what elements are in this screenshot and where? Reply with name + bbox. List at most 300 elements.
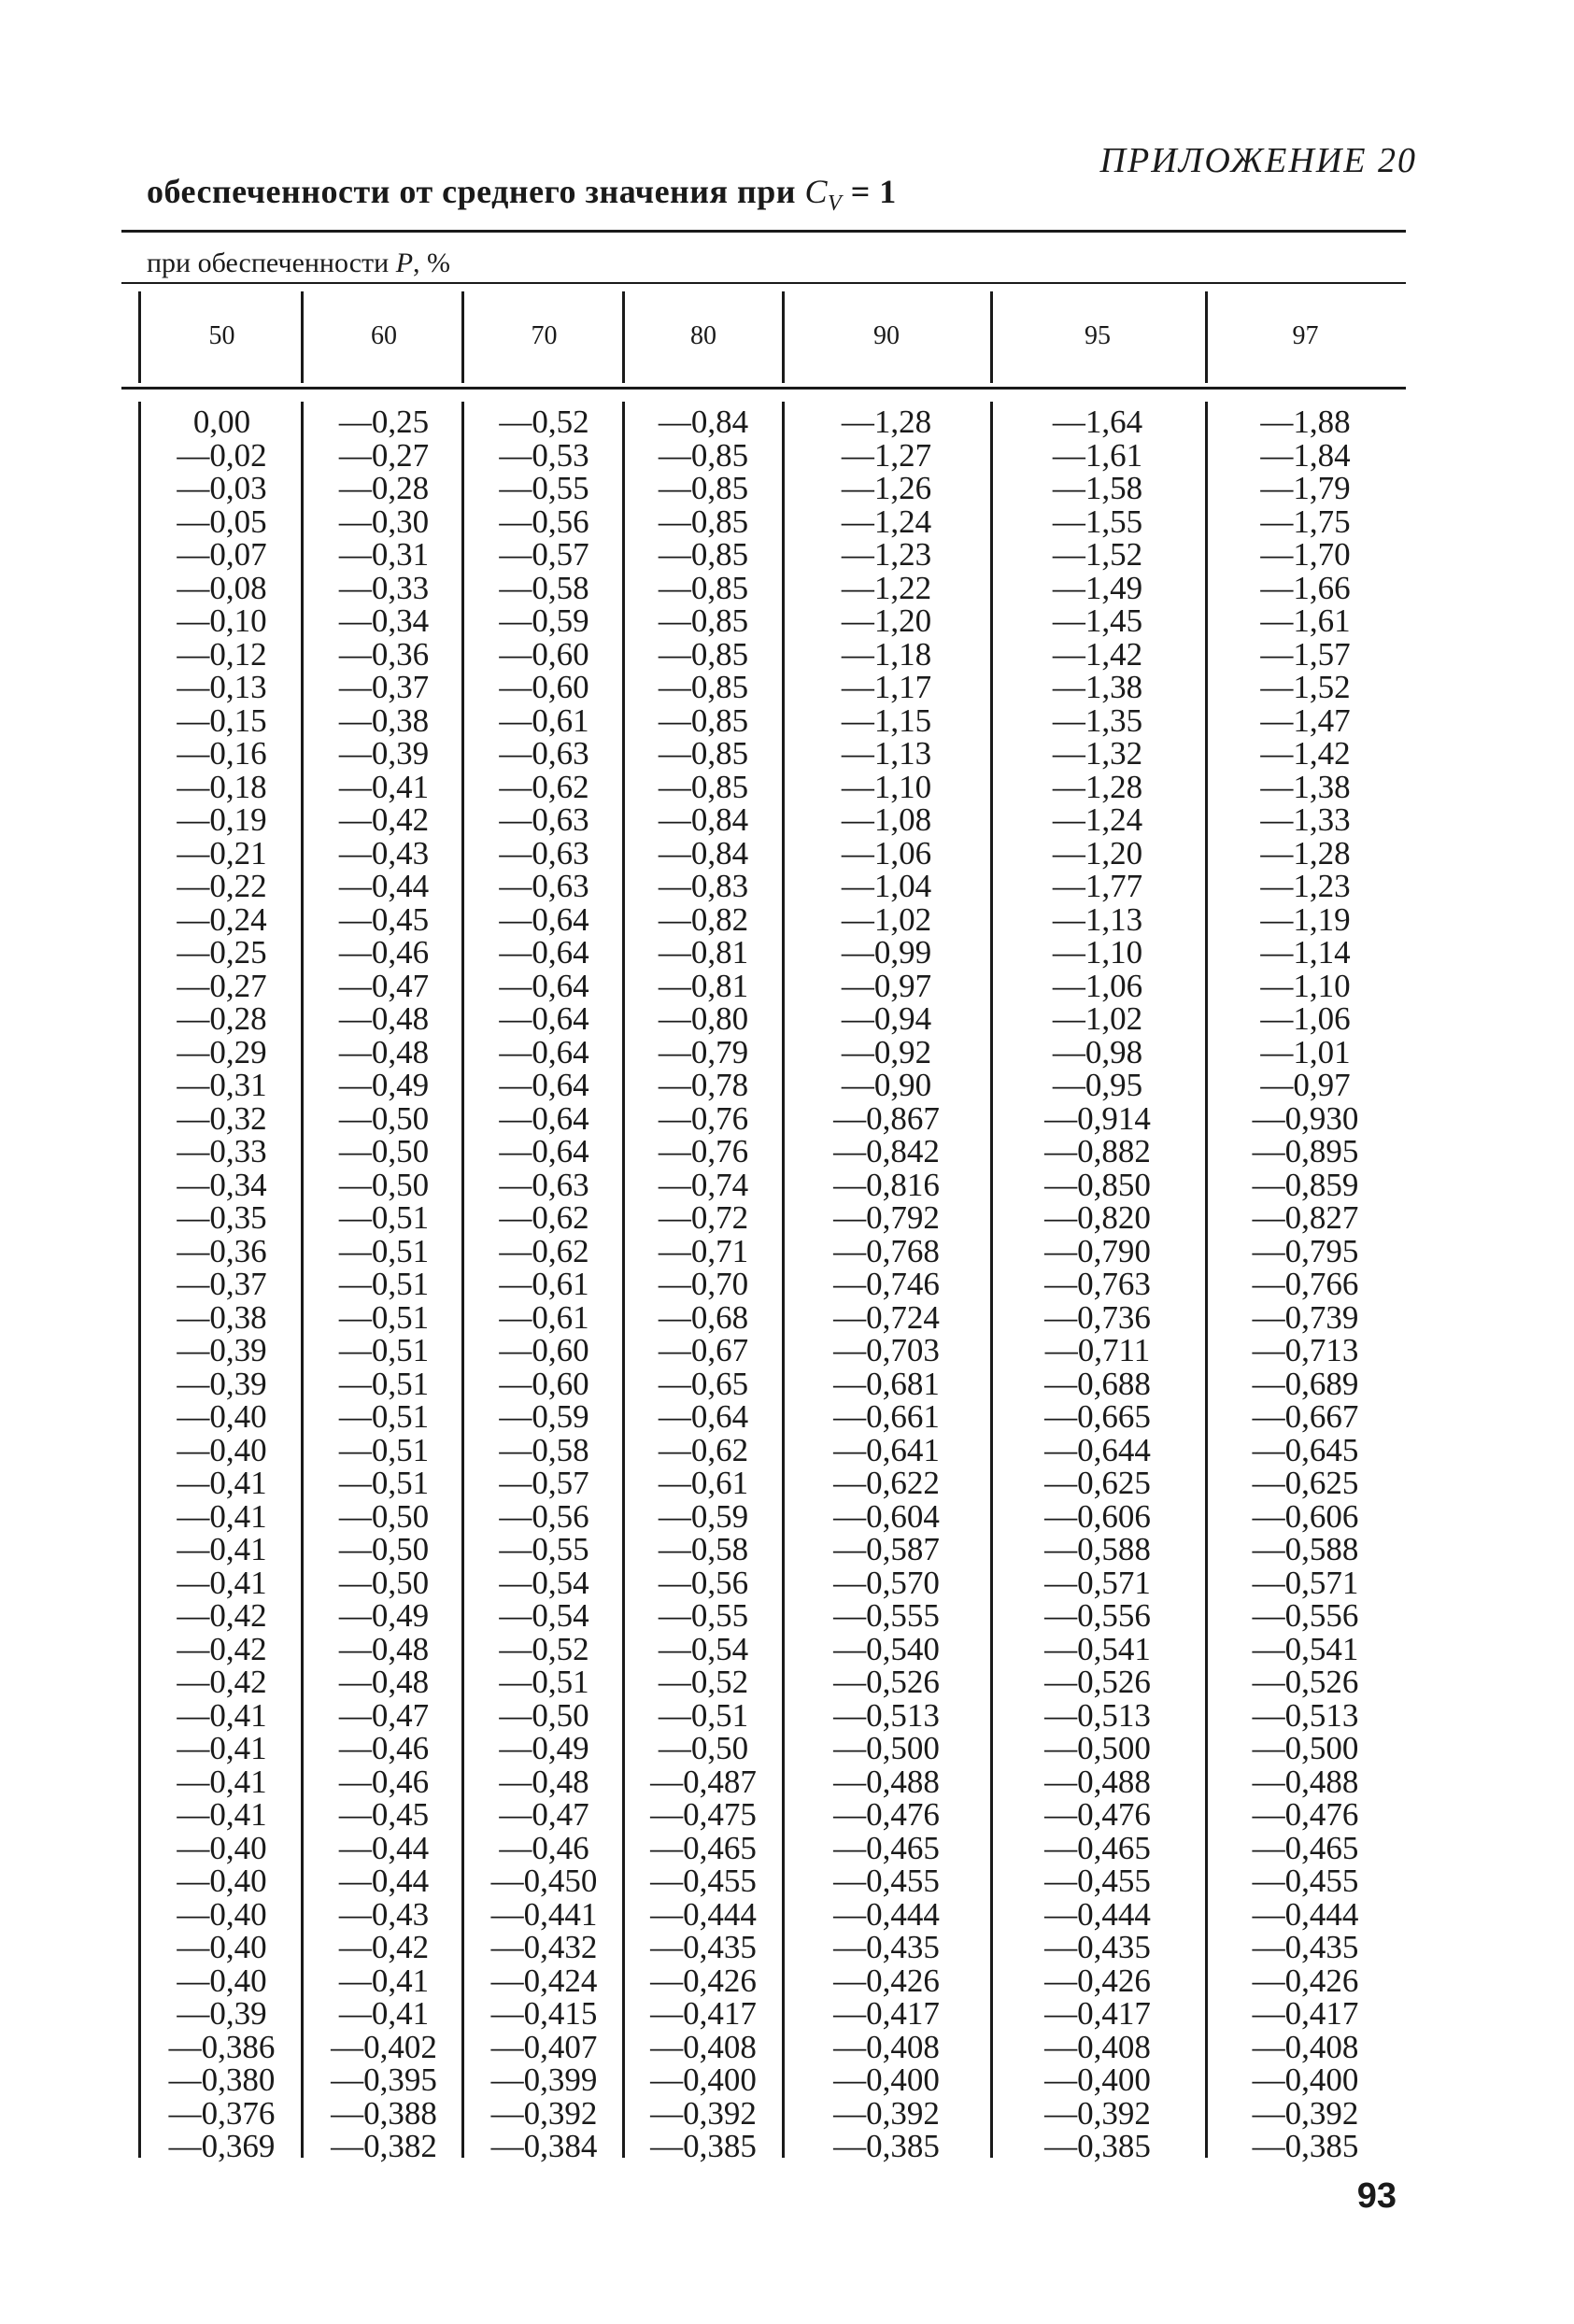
table-cell: —0,60 [499, 635, 589, 673]
table-cell: —0,426 [650, 1962, 757, 1999]
table-cell: —1,32 [1052, 735, 1143, 772]
table-cell: —0,513 [1252, 1696, 1359, 1734]
table-cell: —0,43 [338, 834, 430, 872]
table-cell: —1,33 [1260, 801, 1351, 838]
table-cell: —0,644 [1044, 1431, 1151, 1468]
table-cell: —0,60 [499, 1332, 589, 1368]
table-cell: —0,441 [490, 1895, 598, 1933]
table-cell: —0,385 [833, 2128, 940, 2164]
table-cell: —0,22 [177, 868, 267, 904]
table-cell: —0,50 [338, 1166, 430, 1203]
table-cell: —0,84 [658, 834, 749, 872]
table-cell: —0,55 [658, 1597, 749, 1634]
table-cell: —1,70 [1260, 536, 1351, 573]
table-cell: —0,46 [338, 1730, 430, 1766]
table-cell: —0,444 [833, 1895, 940, 1933]
table-cell: —0,83 [658, 868, 749, 904]
table-cell: —0,28 [338, 470, 430, 506]
column-header-p95: 95 [1085, 321, 1111, 350]
table-cell: —0,78 [658, 1067, 749, 1103]
table-cell: —0,850 [1044, 1166, 1151, 1203]
table-cell: —0,85 [658, 701, 749, 739]
table-cell: —0,40 [177, 1829, 267, 1866]
table-cell: —0,61 [499, 1298, 589, 1336]
table-cell: —0,450 [490, 1863, 598, 1899]
table-cell: —0,50 [338, 1497, 430, 1535]
table-cell: —0,500 [1044, 1730, 1151, 1766]
table-cell: —1,35 [1052, 701, 1143, 739]
table-cell: —0,487 [650, 1763, 757, 1800]
subheader-text: при обеспеченности [147, 248, 396, 278]
table-cell: —0,513 [833, 1696, 940, 1734]
table-cell: —1,42 [1260, 735, 1351, 772]
table-cell: —0,526 [1044, 1664, 1151, 1700]
column-header-p70: 70 [531, 321, 558, 350]
table-column-p50 [140, 405, 304, 2163]
table-cell: —0,399 [490, 2062, 598, 2098]
table-cell: —0,51 [338, 1266, 430, 1302]
table-cell: —0,40 [177, 1895, 267, 1933]
table-cell: —0,39 [177, 1332, 267, 1368]
column-header-p97: 97 [1292, 321, 1319, 350]
table-cell: —1,24 [1052, 801, 1143, 838]
table-cell: —0,816 [833, 1166, 940, 1203]
table-cell: —0,62 [499, 768, 589, 805]
table-cell: —0,667 [1252, 1398, 1359, 1435]
table-cell: —0,64 [499, 900, 589, 938]
table-cell: —0,382 [331, 2128, 437, 2164]
table-cell: —0,57 [499, 536, 589, 573]
table-cell: —0,72 [658, 1199, 749, 1236]
table-cell: —0,930 [1252, 1099, 1359, 1137]
table-cell: —0,392 [1252, 2094, 1359, 2132]
table-cell: —0,50 [338, 1531, 430, 1567]
table-cell: —0,42 [177, 1664, 267, 1700]
table-cell: —0,62 [658, 1431, 749, 1468]
table-cell: —0,465 [1044, 1829, 1151, 1866]
table-cell: —0,85 [658, 768, 749, 805]
table-cell: —1,06 [1260, 1000, 1351, 1037]
table-cell: —1,08 [841, 801, 932, 838]
table-cell: —0,56 [658, 1564, 749, 1601]
table-cell: —1,47 [1260, 701, 1351, 739]
table-cell: —0,31 [177, 1067, 267, 1103]
table-cell: —0,97 [1260, 1067, 1351, 1103]
table-cell: —1,19 [1260, 900, 1351, 938]
table-cell: —0,85 [658, 602, 749, 639]
table-cell: —0,85 [658, 436, 749, 474]
table-cell: —0,48 [338, 1000, 430, 1037]
table-cell: —1,77 [1052, 868, 1143, 904]
table-cell: —0,541 [1044, 1630, 1151, 1667]
table-cell: —0,48 [338, 1630, 430, 1667]
table-cell: —0,18 [177, 768, 267, 805]
table-cell: —0,19 [177, 801, 267, 838]
table-cell: —0,790 [1044, 1232, 1151, 1269]
table-column-p70 [464, 405, 624, 2163]
table-cell: —0,570 [833, 1564, 940, 1601]
table-cell: —0,395 [331, 2062, 437, 2098]
table-cell: —0,68 [658, 1298, 749, 1336]
table-cell: —0,67 [658, 1332, 749, 1368]
table-cell: —0,424 [490, 1962, 598, 1999]
table-cell: —0,60 [499, 1365, 589, 1402]
table-cell: —0,29 [177, 1033, 267, 1070]
table-cell: —0,763 [1044, 1266, 1151, 1302]
table-cell: —0,99 [841, 934, 932, 971]
table-cell: —0,60 [499, 669, 589, 705]
table-cell: —0,40 [177, 1863, 267, 1899]
table-cell: —0,51 [338, 1398, 430, 1435]
table-cell: —0,63 [499, 868, 589, 904]
table-cell: —1,10 [1260, 967, 1351, 1004]
table-cell: —0,513 [1044, 1696, 1151, 1734]
table-cell: —0,49 [338, 1067, 430, 1103]
table-cell: —0,36 [338, 635, 430, 673]
table-cell: —0,625 [1044, 1465, 1151, 1501]
table-cell: —0,41 [177, 1564, 267, 1601]
table-cell: —0,435 [1044, 1929, 1151, 1965]
table-cell: —0,41 [177, 1497, 267, 1535]
cv-letter: C [804, 173, 829, 210]
table-cell: —0,57 [499, 1465, 589, 1501]
table-cell: —0,408 [1252, 2028, 1359, 2065]
table-cell: —1,38 [1052, 669, 1143, 705]
table-cell: —0,58 [658, 1531, 749, 1567]
table-cell: —0,39 [177, 1365, 267, 1402]
table-cell: —0,51 [338, 1332, 430, 1368]
table-cell: —0,40 [177, 1929, 267, 1965]
table-cell: —0,85 [658, 569, 749, 606]
table-cell: —0,555 [833, 1597, 940, 1634]
table-cell: —0,30 [338, 503, 430, 540]
table-cell: —0,59 [658, 1497, 749, 1535]
column-header-p60: 60 [371, 321, 397, 350]
table-cell: —1,64 [1052, 404, 1143, 440]
table-cell: —1,24 [841, 503, 932, 540]
table-cell: —0,703 [833, 1332, 940, 1368]
table-cell: —0,85 [658, 669, 749, 705]
table-cell: —0,48 [338, 1664, 430, 1700]
table-cell: —0,53 [499, 436, 589, 474]
table-cell: —0,392 [650, 2094, 757, 2132]
table-cell: —0,81 [658, 967, 749, 1004]
table-cell: —0,37 [338, 669, 430, 705]
table-cell: —1,20 [841, 602, 932, 639]
table-cell: —0,476 [1252, 1796, 1359, 1833]
table-cell: —1,61 [1260, 602, 1351, 639]
table-cell: —0,588 [1252, 1531, 1359, 1567]
table-cell: —0,36 [177, 1232, 267, 1269]
table-cell: —0,48 [338, 1033, 430, 1070]
table-cell: —0,46 [338, 1763, 430, 1800]
table-cell: —0,62 [499, 1232, 589, 1269]
table-cell: —0,895 [1252, 1133, 1359, 1169]
table-cell: —0,665 [1044, 1398, 1151, 1435]
table-cell: —0,05 [177, 503, 267, 540]
table-cell: —1,84 [1260, 436, 1351, 474]
table-cell: —0,42 [177, 1597, 267, 1634]
table-cell: —0,64 [499, 934, 589, 971]
table-cell: —0,90 [841, 1067, 932, 1103]
table-cell: —1,66 [1260, 569, 1351, 606]
table-cell: —0,62 [499, 1199, 589, 1236]
table-cell: —0,10 [177, 602, 267, 639]
table-cell: —0,38 [338, 701, 430, 739]
table-cell: —0,32 [177, 1099, 267, 1137]
table-cell: —0,385 [650, 2128, 757, 2164]
table-cell: —0,97 [841, 967, 932, 1004]
table-cell: —0,50 [338, 1564, 430, 1601]
table-cell: —0,48 [499, 1763, 589, 1800]
table-cell: —0,867 [833, 1099, 940, 1137]
table-cell: —0,64 [499, 967, 589, 1004]
table-cell: —1,88 [1260, 404, 1351, 440]
table-caption [147, 172, 897, 217]
table-cell: —0,622 [833, 1465, 940, 1501]
table-cell: —0,63 [499, 1166, 589, 1203]
table-cell: —0,465 [833, 1829, 940, 1866]
table-cell: —1,52 [1052, 536, 1143, 573]
subheader-unit: , % [413, 248, 451, 278]
table-cell: —0,711 [1044, 1332, 1151, 1368]
table-cell: —0,65 [658, 1365, 749, 1402]
table-cell: —0,625 [1252, 1465, 1359, 1501]
table-cell: —0,641 [833, 1431, 940, 1468]
table-cell: —1,13 [841, 735, 932, 772]
table-cell: —0,47 [338, 1696, 430, 1734]
table-cell: —0,42 [177, 1630, 267, 1667]
table-cell: —0,47 [338, 967, 430, 1004]
table-cell: —0,606 [1252, 1497, 1359, 1535]
table-cell: —0,82 [658, 900, 749, 938]
table-cell: —0,556 [1044, 1597, 1151, 1634]
table-cell: —0,64 [499, 1133, 589, 1169]
table-cell: —0,85 [658, 536, 749, 573]
table-cell: —0,588 [1044, 1531, 1151, 1567]
table-cell: —0,736 [1044, 1298, 1151, 1336]
table-cell: —0,76 [658, 1099, 749, 1137]
table-cell: —0,52 [499, 1630, 589, 1667]
table-cell: —0,46 [499, 1829, 589, 1866]
table-cell: —1,42 [1052, 635, 1143, 673]
table-cell: —0,27 [177, 967, 267, 1004]
table-cell: —0,64 [499, 1067, 589, 1103]
table-cell: —1,75 [1260, 503, 1351, 540]
table-cell: —0,426 [833, 1962, 940, 1999]
table-cell: —0,49 [338, 1597, 430, 1634]
table-cell: —0,768 [833, 1232, 940, 1269]
table-cell: —0,392 [833, 2094, 940, 2132]
table-cell: —0,13 [177, 669, 267, 705]
table-cell: —0,41 [338, 1995, 430, 2032]
table-cell: —0,08 [177, 569, 267, 606]
table-cell: —0,914 [1044, 1099, 1151, 1137]
table-cell: —0,25 [177, 934, 267, 971]
table-cell: —1,27 [841, 436, 932, 474]
table-cell: —0,476 [1044, 1796, 1151, 1833]
table-cell: —0,415 [490, 1995, 598, 2032]
table-cell: —0,571 [1044, 1564, 1151, 1601]
table-cell: —0,713 [1252, 1332, 1359, 1368]
table-cell: —0,41 [177, 1796, 267, 1833]
table-cell: —0,476 [833, 1796, 940, 1833]
table-cell: —0,51 [338, 1199, 430, 1236]
table-cell: —0,50 [338, 1133, 430, 1169]
table-cell: —0,444 [1044, 1895, 1151, 1933]
table-cell: —0,571 [1252, 1564, 1359, 1601]
table-cell: —0,70 [658, 1266, 749, 1302]
table-cell: —1,17 [841, 669, 932, 705]
table-cell: —1,18 [841, 635, 932, 673]
table-cell: —0,31 [338, 536, 430, 573]
table-cell: —0,50 [499, 1696, 589, 1734]
subheader-rule [121, 282, 1406, 284]
column-header-p50: 50 [208, 321, 235, 350]
table-cell: —1,58 [1052, 470, 1143, 506]
page-number: 93 [1356, 2176, 1397, 2216]
table-cell: —1,23 [841, 536, 932, 573]
table-cell: —0,792 [833, 1199, 940, 1236]
table-cell: —0,33 [177, 1133, 267, 1169]
table-cell: —0,54 [499, 1597, 589, 1634]
table-subheader [147, 248, 450, 279]
table-cell: —0,526 [1252, 1664, 1359, 1700]
table-cell: —0,606 [1044, 1497, 1151, 1535]
table-cell: —0,33 [338, 569, 430, 606]
table-cell: —0,39 [177, 1995, 267, 2032]
table-cell: —0,56 [499, 503, 589, 540]
table-cell: —0,35 [177, 1199, 267, 1236]
table-cell: —0,34 [338, 602, 430, 639]
table-cell: —0,385 [1252, 2128, 1359, 2164]
table-cell: —0,41 [338, 1962, 430, 1999]
table-cell: —0,52 [499, 404, 589, 440]
table-cell: —1,06 [1052, 967, 1143, 1004]
table-cell: —1,06 [841, 834, 932, 872]
table-column-p95 [990, 405, 1205, 2163]
table-cell: —0,746 [833, 1266, 940, 1302]
table-cell: —0,85 [658, 635, 749, 673]
table-cell: —0,400 [650, 2062, 757, 2098]
table-cell: —0,61 [658, 1465, 749, 1501]
table-cell: —0,81 [658, 934, 749, 971]
table-cell: —0,59 [499, 602, 589, 639]
table-cell: —1,13 [1052, 900, 1143, 938]
table-cell: —0,94 [841, 1000, 932, 1037]
table-cell: —0,71 [658, 1232, 749, 1269]
table-cell: —0,435 [833, 1929, 940, 1965]
table-cell: —0,42 [338, 1929, 430, 1965]
table-cell: —0,47 [499, 1796, 589, 1833]
table-cell: —0,58 [499, 569, 589, 606]
table-cell: —0,54 [658, 1630, 749, 1667]
table-cell: —0,402 [331, 2028, 437, 2065]
column-header-p90: 90 [873, 321, 900, 350]
table-cell: —1,49 [1052, 569, 1143, 606]
table-cell: —0,58 [499, 1431, 589, 1468]
table-cell: —0,795 [1252, 1232, 1359, 1269]
table-cell: —0,465 [1252, 1829, 1359, 1866]
table-cell: —0,85 [658, 735, 749, 772]
table-cell: —0,44 [338, 868, 430, 904]
table-cell: —1,55 [1052, 503, 1143, 540]
table-cell: —0,61 [499, 1266, 589, 1302]
table-cell: —0,41 [177, 1696, 267, 1734]
table-cell: —0,432 [490, 1929, 598, 1965]
table-cell: —0,63 [499, 801, 589, 838]
table-cell: —0,07 [177, 536, 267, 573]
table-cell: —0,16 [177, 735, 267, 772]
table-cell: —0,400 [833, 2062, 940, 2098]
table-cell: —0,80 [658, 1000, 749, 1037]
table-cell: —0,388 [331, 2094, 437, 2132]
table-cell: —0,28 [177, 1000, 267, 1037]
table-cell: —0,51 [499, 1664, 589, 1700]
table-cell: —0,27 [338, 436, 430, 474]
table-cell: —0,444 [1252, 1895, 1359, 1933]
table-cell: —0,49 [499, 1730, 589, 1766]
table-cell: —1,45 [1052, 602, 1143, 639]
table-cell: —0,455 [1252, 1863, 1359, 1899]
table-cell: —0,645 [1252, 1431, 1359, 1468]
table-cell: —0,407 [490, 2028, 598, 2065]
table-cell: —1,02 [1052, 1000, 1143, 1037]
table-cell: —0,417 [1252, 1995, 1359, 2032]
table-cell: —0,40 [177, 1431, 267, 1468]
table-cell: —0,64 [499, 1099, 589, 1137]
table-cell: —0,417 [650, 1995, 757, 2032]
table-cell: —0,44 [338, 1863, 430, 1899]
table-column-p60 [304, 405, 464, 2163]
table-cell: —0,41 [177, 1730, 267, 1766]
table-cell: —0,455 [833, 1863, 940, 1899]
table-cell: —0,51 [338, 1365, 430, 1402]
table-cell: —0,76 [658, 1133, 749, 1169]
table-cell: —0,739 [1252, 1298, 1359, 1336]
table-cell: —0,827 [1252, 1199, 1359, 1236]
table-cell: —0,455 [650, 1863, 757, 1899]
table-cell: —0,444 [650, 1895, 757, 1933]
table-cell: —0,64 [499, 1033, 589, 1070]
table-cell: —1,52 [1260, 669, 1351, 705]
table-cell: —1,38 [1260, 768, 1351, 805]
table-cell: —0,408 [1044, 2028, 1151, 2065]
table-cell: —0,51 [338, 1232, 430, 1269]
table-cell: —0,500 [1252, 1730, 1359, 1766]
table-cell: —1,15 [841, 701, 932, 739]
table-cell: —0,384 [490, 2128, 598, 2164]
table-cell: —0,95 [1052, 1067, 1143, 1103]
table-cell: —0,540 [833, 1630, 940, 1667]
table-cell: —0,37 [177, 1266, 267, 1302]
table-cell: —0,84 [658, 404, 749, 440]
table-cell: —0,488 [1044, 1763, 1151, 1800]
table-cell: —0,42 [338, 801, 430, 838]
table-cell: —1,28 [1052, 768, 1143, 805]
table-cell: —0,40 [177, 1398, 267, 1435]
table-cell: —0,820 [1044, 1199, 1151, 1236]
table-cell: —1,10 [841, 768, 932, 805]
table-cell: —0,54 [499, 1564, 589, 1601]
table-cell: —0,689 [1252, 1365, 1359, 1402]
table-cell: —0,688 [1044, 1365, 1151, 1402]
table-cell: —0,38 [177, 1298, 267, 1336]
table-cell: —1,28 [841, 404, 932, 440]
table-cell: —0,50 [658, 1730, 749, 1766]
table-cell: —1,28 [1260, 834, 1351, 872]
table-cell: —0,03 [177, 470, 267, 506]
